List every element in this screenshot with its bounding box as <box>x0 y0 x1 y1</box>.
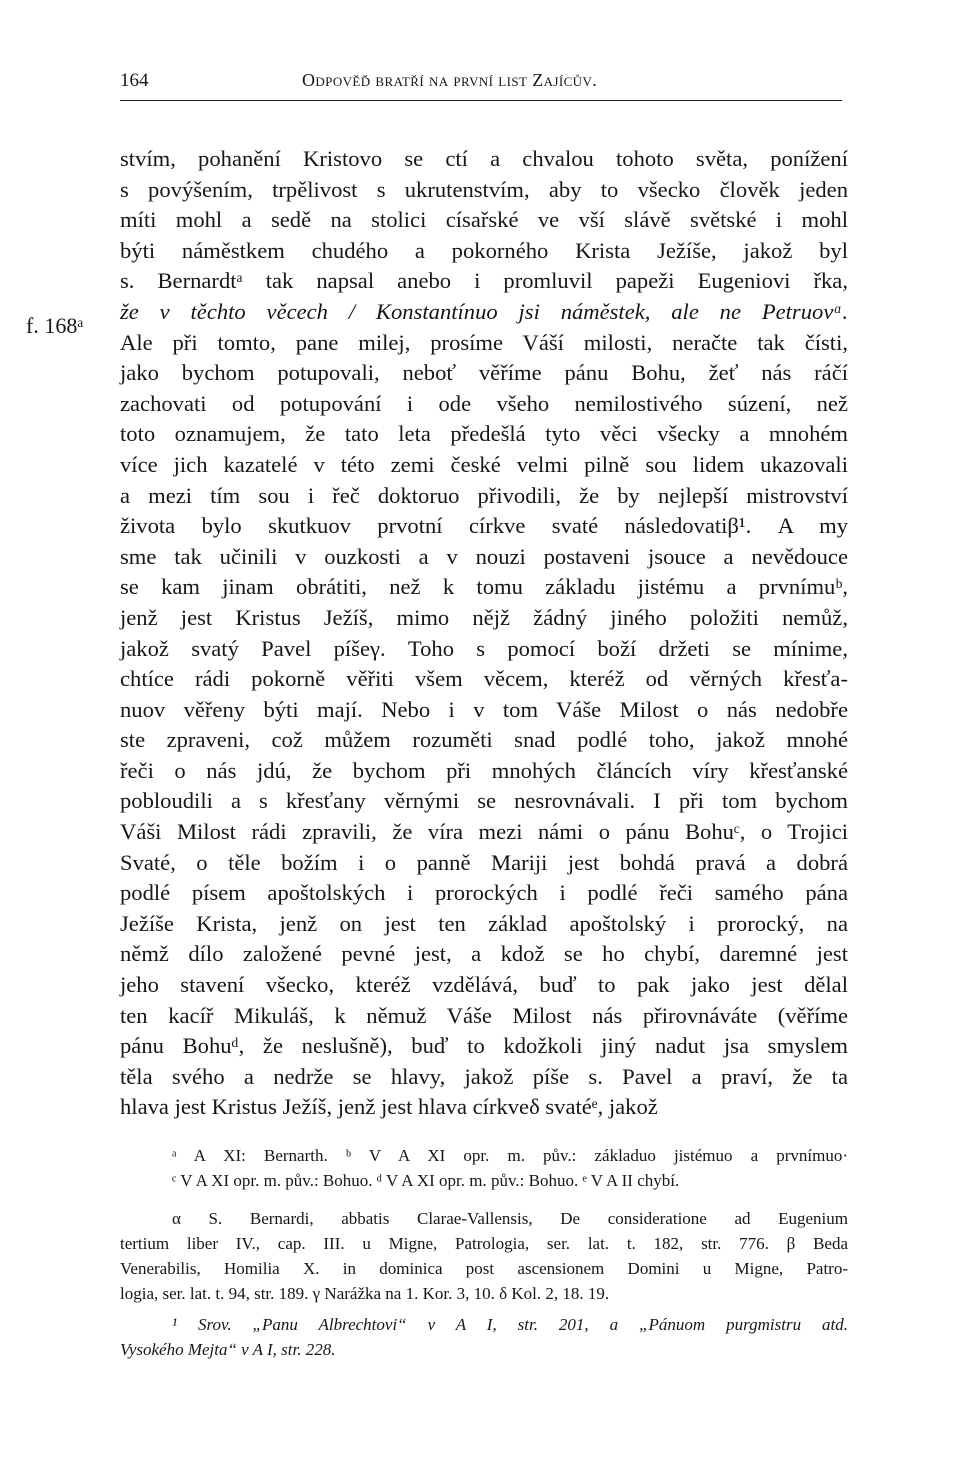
text-line: nuov věřeny býti mají. Nebo i v tom Váše Milost o nás nedobře <box>120 696 848 722</box>
footnote-line: α S. Bernardi, abbatis Clarae-Vallensis, De consideratione ad Eugenium <box>172 1209 848 1228</box>
text-line: s povýšením, trpělivost s ukrutenstvím, aby to všecko člověk jeden <box>120 176 848 202</box>
running-title: Odpověď bratří na první list Zajícův. <box>302 70 598 90</box>
text-line: zachovati od potupování i ode všeho nemilostivého súzení, než <box>120 390 848 416</box>
text-line: pánu Bohuᵈ, že neslušně), buď to kdožkoli jiný nadut jsa smyslem <box>120 1033 848 1059</box>
text-line: Váši Milost rádi zpravili, že víra mezi námi o pánu Bohuᶜ, o Trojici <box>120 819 848 845</box>
footnote-line: logia, ser. lat. t. 94, str. 189. γ Narážka na 1. Kor. 3, 10. δ Kol. 2, 18. 19. <box>120 1284 610 1303</box>
text-line: sme tak učinili v ouzkosti a v nouzi postaveni jsouce a nevědouce <box>120 543 848 569</box>
text-line: hlava jest Kristus Ježíš, jenž jest hlava církveδ svatéᵉ, jakož <box>120 1094 658 1120</box>
footnotes-numbered <box>120 1312 848 1362</box>
footnotes-sources <box>120 1206 848 1306</box>
text-line: pobloudili a s křesťany věrnými se nesrovnávali. I při tom bychom <box>120 788 848 814</box>
text-line: býti náměstkem chudého a pokorného Krista Ježíše, jakož byl <box>120 237 848 263</box>
text-line: více jich kazatelé v této zemi české velmi pilně sou lidem ukazovali <box>120 451 848 477</box>
footnote-line: ᶜ V A XI opr. m. pův.: Bohuo. ᵈ V A XI opr. m. pův.: Bohuo. ᵉ V A II chybí. <box>172 1171 680 1190</box>
text-line: těla svého a nedrže se hlavy, jakož píše s. Pavel a praví, že ta <box>120 1063 848 1089</box>
footnote-line: Venerabilis, Homilia X. in dominica post ascensionem Domini u Migne, Patro- <box>120 1259 848 1278</box>
text-line: s. Bernardtᵃ tak napsal anebo i promluvil papeži Eugeniovi řka, <box>120 268 848 294</box>
text-line: chtíce rádi pokorně věřiti všem věcem, kteréž od věrných křesťa- <box>120 666 848 692</box>
text-line: jenž jest Kristus Ježíš, mimo nějž žádný jiného položiti nemůž, <box>120 604 848 630</box>
text-line: Ježíše Krista, jenž on jest ten základ apoštolský i prorocký, na <box>120 910 848 936</box>
text-line: stvím, pohanění Kristovo se ctí a chvalou tohoto světa, ponížení <box>120 146 848 171</box>
text-line: života bylo skutkuov prvotní církve svaté následovatiβ¹. A my <box>120 513 848 539</box>
footnote-line: tertium liber IV., cap. III. u Migne, Patrologia, ser. lat. t. 182, str. 776. β Beda <box>120 1234 848 1253</box>
footnotes-apparatus <box>120 1143 848 1193</box>
text-line: míti mohl a sedě na stolici císařské ve vší slávě světské i mohl <box>120 207 848 233</box>
page-header <box>120 66 842 101</box>
text-line: Ale při tomto, pane milej, prosíme Váší milosti, neračte tak čísti, <box>120 329 848 355</box>
main-text <box>120 144 848 1123</box>
text-line: jeho stavení všecko, kteréž vzdělává, buď to pak jako jest dělal <box>120 972 848 998</box>
footnote-line: ¹ Srov. „Panu Albrechtovi“ v A I, str. 201, a „Pánuom purgmistru atd. <box>172 1315 848 1334</box>
text-line: jako bychom potupovali, neboť věříme pánu Bohu, žeť nás ráčí <box>120 360 848 386</box>
text-line: Svaté, o těle božím i o panně Mariji jest bohdá pravá a dobrá <box>120 849 848 875</box>
text-line-italic: že v těchto věcech / Konstantínuo jsi náměstek, ale ne Petruovᵅ. <box>120 298 848 324</box>
margin-folio-note: f. 168ᵃ <box>26 313 84 338</box>
footnote-line: ᵃ A XI: Bernarth. ᵇ V A XI opr. m. pův.: základuo jistémuo a prvnímuo· <box>172 1146 848 1165</box>
footnote-line: Vysokého Mejta“ v A I, str. 228. <box>120 1340 336 1359</box>
text-line: ten kacíř Mikuláš, k němuž Váše Milost nás přirovnáváte (věříme <box>120 1002 848 1028</box>
text-line: jakož svatý Pavel píšeγ. Toho s pomocí boží držeti se mínime, <box>120 635 848 661</box>
text-line: němž dílo založené pevné jest, a kdož se ho chybí, daremné jest <box>120 941 848 967</box>
page-number: 164 <box>120 70 149 91</box>
text-line: podlé písem apoštolských i prorockých i podlé řeči samého pána <box>120 880 848 906</box>
text-line: se kam jinam obrátiti, než k tomu základu jistému a prvnímuᵇ, <box>120 574 848 600</box>
text-line: a mezi tím sou i řeč doktoruo přivodili, že by nejlepší mistrovství <box>120 482 848 508</box>
text-line: řeči o nás jdú, že bychom při mnohých článcích víry křesťanské <box>120 757 848 783</box>
text-line: toto oznamujem, že tato leta předešlá tyto věci všecky a mnohém <box>120 421 848 447</box>
text-line: ste zpraveni, což můžem rozuměti snad podlé toho, jakož mnohé <box>120 727 848 753</box>
